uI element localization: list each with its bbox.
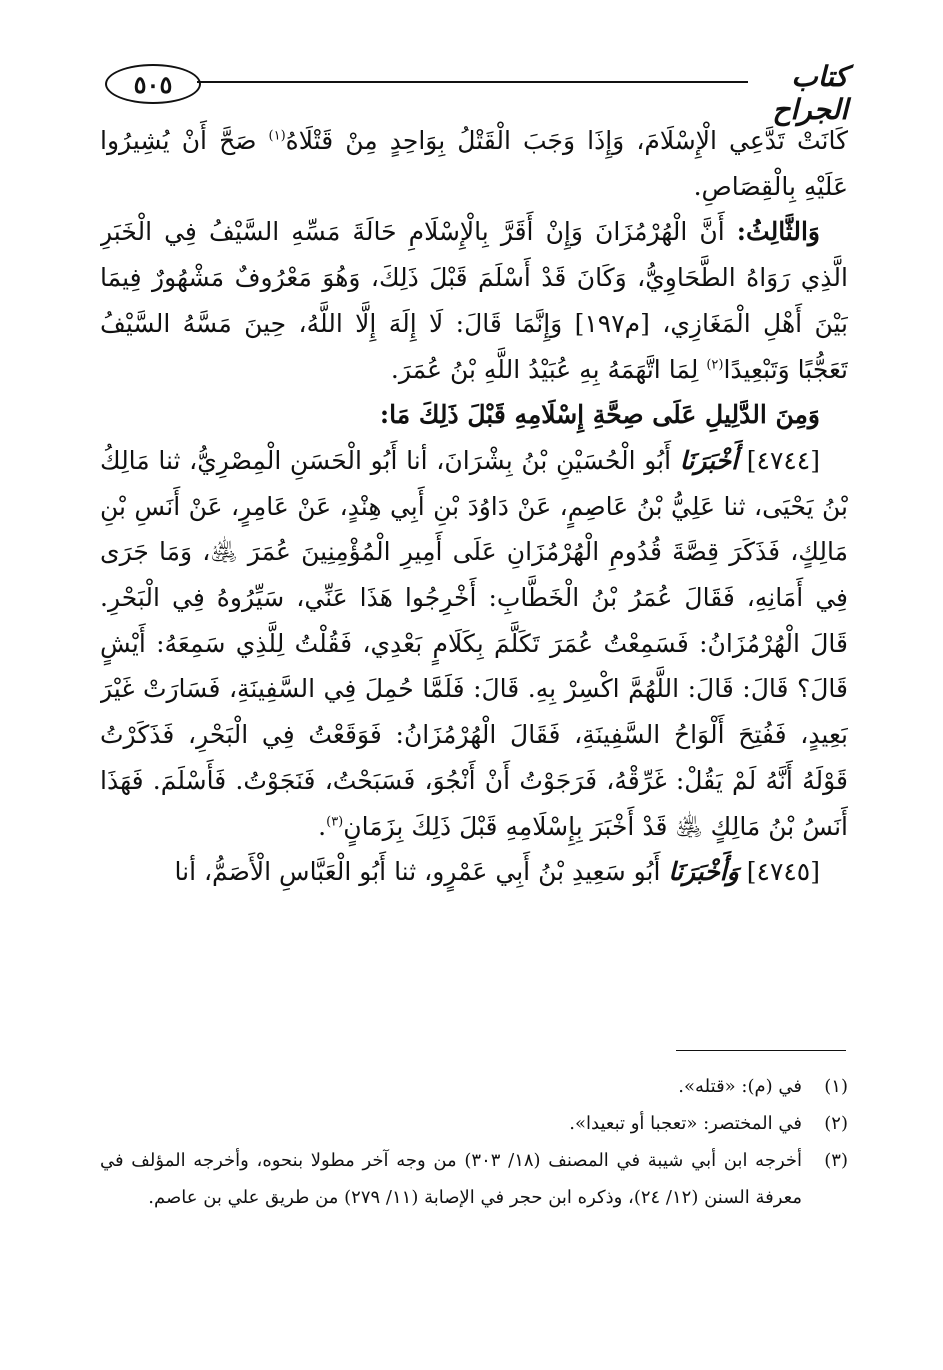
footnote-3 [100,1142,848,1216]
paragraph-2 [100,209,848,392]
footnotes [100,1068,848,1216]
footnote-number: (١) [824,1076,848,1097]
footnote-2 [100,1105,848,1142]
p2-rest: لِمَا اتَّهَمَهُ بِهِ عُبَيْدُ اللَّهِ بْنُ عُمَرَ. [390,354,707,384]
footnote-number: (٢) [824,1113,848,1134]
page-number: ٥٠٥ [105,64,201,104]
p2-mid: وَإِنَّمَا قَالَ: لَا إِلَهَ إِلَّا اللَّهُ، حِينَ مَسَّهُ السَّيْفُ تَعَجُّبًا وَتَبْعِيدًا [100,308,848,384]
main-text [100,118,848,1030]
footnote-ref-1: (١) [268,128,286,144]
hadith-number-4745: [٤٧٤٥] [746,857,820,887]
p2-text: أَنَّ الْهُرْمُزَانَ وَإِنْ أَقَرَّ بِالْإِسْلَامِ حَالَةَ مَسِّهِ السَّيْفُ فِي الْخَبَرِ الَّذِي رَوَاهُ الطَّحَاوِيُّ، وَكَانَ قَدْ أَسْلَمَ قَبْلَ ذَلِكَ، وَهُوَ مَعْرُوفٌ مَشْهُورٌ فِيمَا بَيْنَ أَهْلِ الْمَغَازِي، [100,217,848,338]
paragraph-1 [100,118,848,209]
footnote-text: في (م): «قتله». [678,1076,802,1097]
footnote-number: (٣) [824,1150,848,1171]
p2-lead: وَالثَّالِثُ: [736,217,820,247]
paragraph-4 [100,849,848,895]
header-rule [197,81,748,83]
hadith-number-4744: [٤٧٤٤] [746,445,820,475]
p3-text: أَبُو الْحُسَيْنِ بْنُ بِشْرَانَ، أنا أَبُو الْحَسَنِ الْمِصْرِيُّ، ثنا مَالِكُ بْنُ يَحْيَى، ثنا عَلِيُّ بْنُ عَاصِمٍ، عَنْ دَاوُدَ بْنِ أَبِي هِنْدٍ، عَنْ عَامِرٍ، عَنْ أَنَسِ بْنِ مَالِكٍ، فَذَكَرَ قِصَّةَ قُدُومِ الْهُرْمُزَانِ عَلَى أَمِيرِ الْمُؤْمِنِينَ عُمَرَ ﵁، وَمَا جَرَى فِي أَمَانِهِ، فَقَالَ عُمَرُ بْنُ الْخَطَّابِ: أَخْرِجُوا هَذَا عَنِّي، سَيِّرُوهُ فِي الْبَحْرِ. قَالَ الْهُرْمُزَانُ: فَسَمِعْتُ عُمَرَ تَكَلَّمَ بِكَلَامٍ بَعْدِي، فَقُلْتُ لِلَّذِي سَمِعَهُ: أَيْشٍ قَالَ؟ قَالَ: قَالَ: اللَّهُمَّ اكْسِرْ بِهِ. قَالَ: فَلَمَّا حُمِلَ فِي السَّفِينَةِ، فَسَارَتْ غَيْرَ بَعِيدٍ، فَفُتِحَ أَلْوَاحُ السَّفِينَةِ، فَقَالَ الْهُرْمُزَانُ: فَوَقَعْتُ فِي الْبَحْرِ، فَذَكَرْتُ قَوْلَهُ أَنَّهُ لَمْ يَقُلْ: غَرِّقْهُ، فَرَجَوْتُ أَنْ أَنْجُوَ، فَسَبَحْتُ، فَنَجَوْتُ. فَأَسْلَمَ. فَهَذَا أَنَسُ بْنُ مَالِكٍ ﵁ قَدْ أَخْبَرَ بِإِسْلَامِهِ قَبْلَ ذَلِكَ بِزَمَانٍ [100,445,848,841]
wa-akhbarana-tag: وَأَخْبَرَنَا [668,857,739,887]
manuscript-marker: [م١٩٧] [574,308,650,338]
footnote-text: أخرجه ابن أبي شيبة في المصنف (١٨/ ٣٠٣) من وجه آخر مطولا بنحوه، وأخرجه المؤلف في معرفة السنن (١٢/ ٢٤)، وذكره ابن حجر في الإصابة (١١/ ٢٧٩) من طريق علي بن عاصم. [100,1150,803,1208]
footnote-text: في المختصر: «تعجبا أو تبعيدا». [569,1113,802,1134]
p3-end: . [318,811,327,841]
page-header [100,52,848,126]
footnote-1 [100,1068,848,1105]
footnote-ref-2: (٢) [706,357,724,373]
akhbarana-tag: أَخْبَرَنَا [679,445,739,475]
running-title: كتاب الجراح [772,60,848,126]
footnote-ref-3: (٣) [326,814,344,830]
section-heading: وَمِنَ الدَّلِيلِ عَلَى صِحَّةِ إِسْلَامِهِ قَبْلَ ذَلِكَ مَا: [379,400,820,430]
footnote-divider [676,1050,846,1051]
p1-text: كَانَتْ تَدَّعِي الْإِسْلَامَ، وَإِذَا وَجَبَ الْقَتْلُ بِوَاحِدٍ مِنْ قَتْلَاهُ [285,126,848,155]
p4-text: أَبُو سَعِيدِ بْنُ أَبِي عَمْرٍو، ثنا أَبُو الْعَبَّاسِ الْأَصَمُّ، أنا [174,857,669,887]
paragraph-3 [100,438,848,849]
p1-rest: صَحَّ أَنْ يُشِيرُوا عَلَيْهِ بِالْقِصَاصِ. [100,126,848,201]
